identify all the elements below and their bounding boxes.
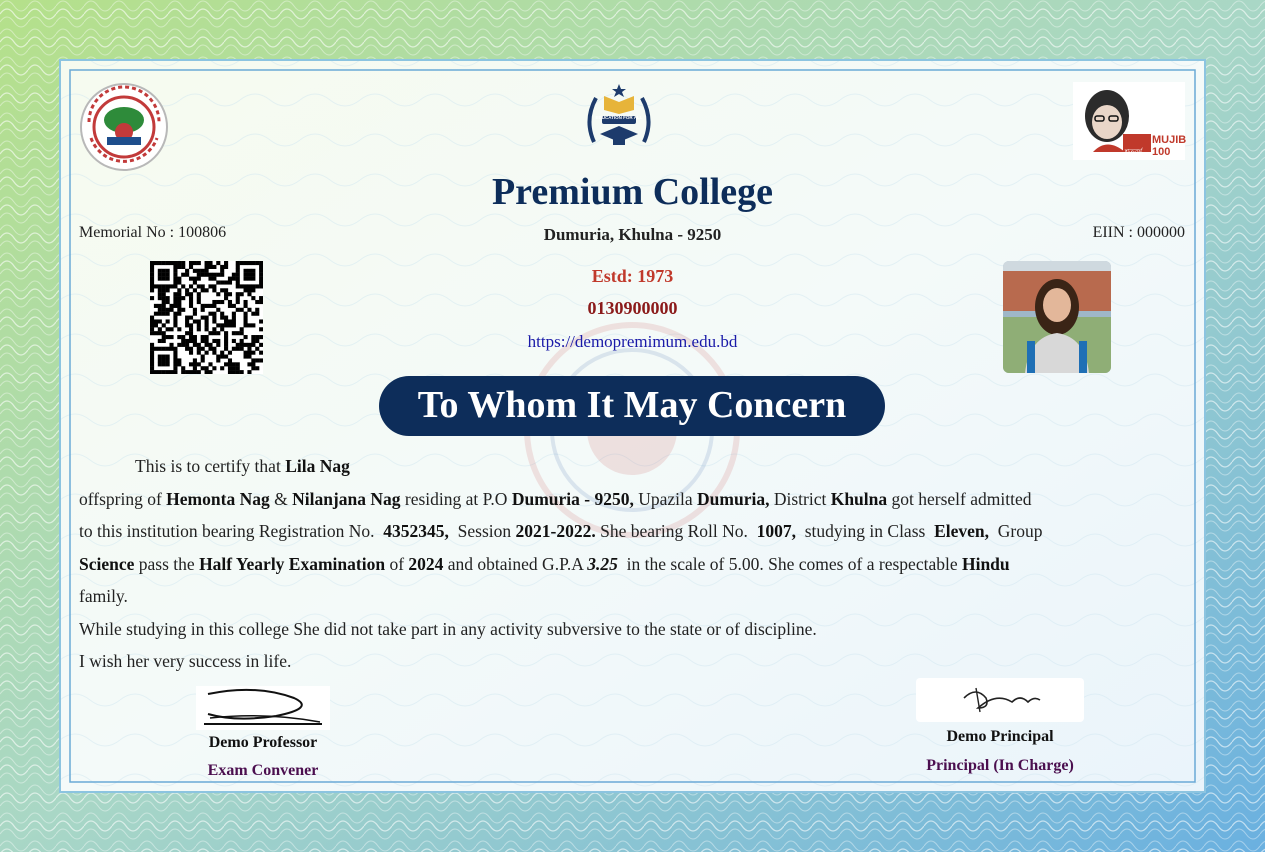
logo-center-text: EDUCATION FOR ALL [595, 115, 643, 120]
group-name: Science [79, 553, 135, 574]
right-signatory-name: Demo Principal [946, 728, 1054, 745]
text: Upazila [638, 488, 693, 509]
college-emblem-left [79, 82, 169, 172]
text: to this institution bearing Registration No. [79, 521, 375, 541]
roll-number: 1007, [756, 521, 796, 541]
college-phone: 0130900000 [587, 298, 678, 318]
body-line-7: I wish her very success in life. [79, 651, 292, 671]
exam-name: Half Yearly Examination [199, 553, 386, 574]
mujib-100-logo [1073, 82, 1185, 160]
religion: Hindu [961, 553, 1010, 574]
left-signatory-name: Demo Professor [208, 734, 318, 751]
mujib-100-subtext: শতবর্ষ [1125, 148, 1143, 156]
text: offspring of [79, 488, 162, 509]
text: and obtained G.P.A [447, 553, 583, 574]
text: She bearing Roll No. [600, 521, 748, 541]
certificate-title: To Whom It May Concern [379, 376, 885, 436]
text: Group [997, 521, 1043, 541]
left-signatory-title: Exam Convener [207, 762, 319, 779]
left-signature-image [196, 686, 330, 730]
class-name: Eleven, [934, 521, 990, 541]
district: Khulna [830, 488, 888, 509]
right-signature-image [916, 678, 1084, 722]
session: 2021-2022. [515, 521, 596, 541]
student-photo [1003, 261, 1111, 373]
body-line-5: family. [79, 586, 128, 606]
body-line-3 [79, 515, 1189, 548]
text: got herself admitted [891, 488, 1032, 509]
memorial-number: Memorial No : 100806 [79, 224, 227, 241]
certificate-body [79, 450, 1189, 678]
college-address: Dumuria, Khulna - 9250 [543, 225, 722, 244]
right-signatory-title: Principal (In Charge) [926, 757, 1074, 774]
mujib-100-text: MUJIB 100 [1152, 134, 1187, 158]
gpa: 3.25 [587, 553, 618, 574]
text: in the scale of 5.00. She comes of a respectable [626, 553, 958, 574]
body-line-1 [79, 450, 1189, 483]
college-name: Premium College [491, 171, 774, 213]
intro-text: This is to certify that [135, 456, 281, 476]
text: residing at P.O [404, 488, 508, 509]
text: of [389, 553, 405, 574]
post-office: Dumuria - 9250, [511, 488, 634, 509]
registration-number: 4352345, [383, 521, 449, 541]
body-line-4 [79, 548, 1189, 581]
upazila: Dumuria, [697, 488, 770, 509]
eiin-number: EIIN : 000000 [1092, 224, 1185, 241]
body-line-6: While studying in this college She did not take part in any activity subversive to the state or of discipline. [79, 618, 817, 639]
college-website-link[interactable]: https://demopremimum.edu.bd [527, 332, 738, 351]
exam-year: 2024 [408, 553, 444, 574]
text: District [773, 488, 827, 509]
text: studying in Class [804, 521, 926, 541]
father-name: Hemonta Nag [166, 488, 270, 509]
student-name: Lila Nag [285, 456, 350, 476]
text: Session [457, 521, 512, 541]
mother-name: Nilanjana Nag [292, 488, 401, 509]
established-year: Estd: 1973 [591, 266, 674, 286]
text: & [274, 488, 288, 509]
text: pass the [138, 553, 195, 574]
body-line-2 [79, 483, 1189, 516]
college-logo-center [580, 82, 658, 160]
